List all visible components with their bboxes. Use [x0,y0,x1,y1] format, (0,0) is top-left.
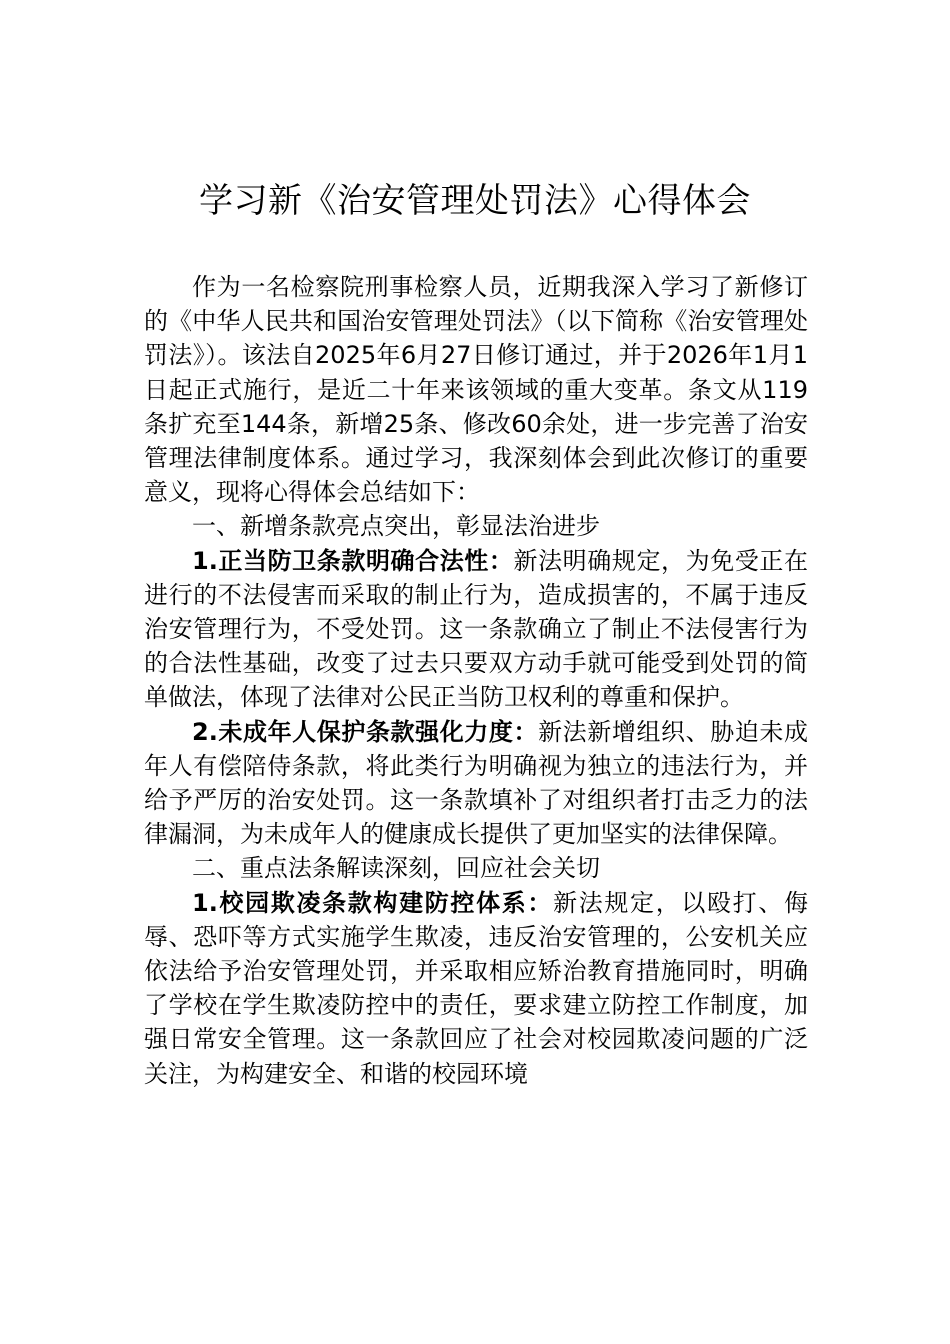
item-text: 新法明确规定，为免受正在进行的不法侵害而采取的制止行为，造成损害的，不属于违反治安管理行为，不受处罚。这一条款确立了制止不法侵害行为的合法性基础，改变了过去只要双方动手就可能受到处罚的简单做法，体现了法律对公民正当防卫权利的尊重和保护。 [144,546,808,712]
item-text: 新法规定，以殴打、侮辱、恐吓等方式实施学生欺凌，违反治安管理的，公安机关应依法给予治安管理处罚，并采取相应矫治教育措施同时，明确了学校在学生欺凌防控中的责任，要求建立防控工作制度，加强日常安全管理。这一条款回应了社会对校园欺凌问题的广泛关注，为构建安全、和谐的校园环境 [144,888,808,1088]
item-text: 新法新增组织、胁迫未成年人有偿陪侍条款，将此类行为明确视为独立的违法行为，并给予严厉的治安处罚。这一条款填补了对组织者打击乏力的法律漏洞，为未成年人的健康成长提供了更加坚实的法律保障。 [144,717,808,849]
intro-paragraph: 作为一名检察院刑事检察人员，近期我深入学习了新修订的《中华人民共和国治安管理处罚法》（以下简称《治安管理处罚法》）。该法自2025年6月27日修订通过，并于2026年1月1日起正式施行，是近二十年来该领域的重大变革。条文从119条扩充至144条，新增25条、修改60余处，进一步完善了治安管理法律制度体系。通过学习，我深刻体会到此次修订的重要意义，现将心得体会总结如下： [144,273,808,507]
document-title: 学习新《治安管理处罚法》心得体会 [199,181,751,221]
section-1-item-1 [144,544,808,715]
item-lead: 1.校园欺凌条款构建防控体系： [192,888,554,917]
section-2-item-1 [144,886,808,1091]
document-body [144,270,808,1091]
section-heading-2: 二、重点法条解读深刻，回应社会关切 [192,854,600,883]
item-lead: 1.正当防卫条款明确合法性： [192,546,514,575]
section-heading-1: 一、新增条款亮点突出，彰显法治进步 [192,512,600,541]
section-1-item-2 [144,715,808,852]
item-lead: 2.未成年人保护条款强化力度： [192,717,539,746]
